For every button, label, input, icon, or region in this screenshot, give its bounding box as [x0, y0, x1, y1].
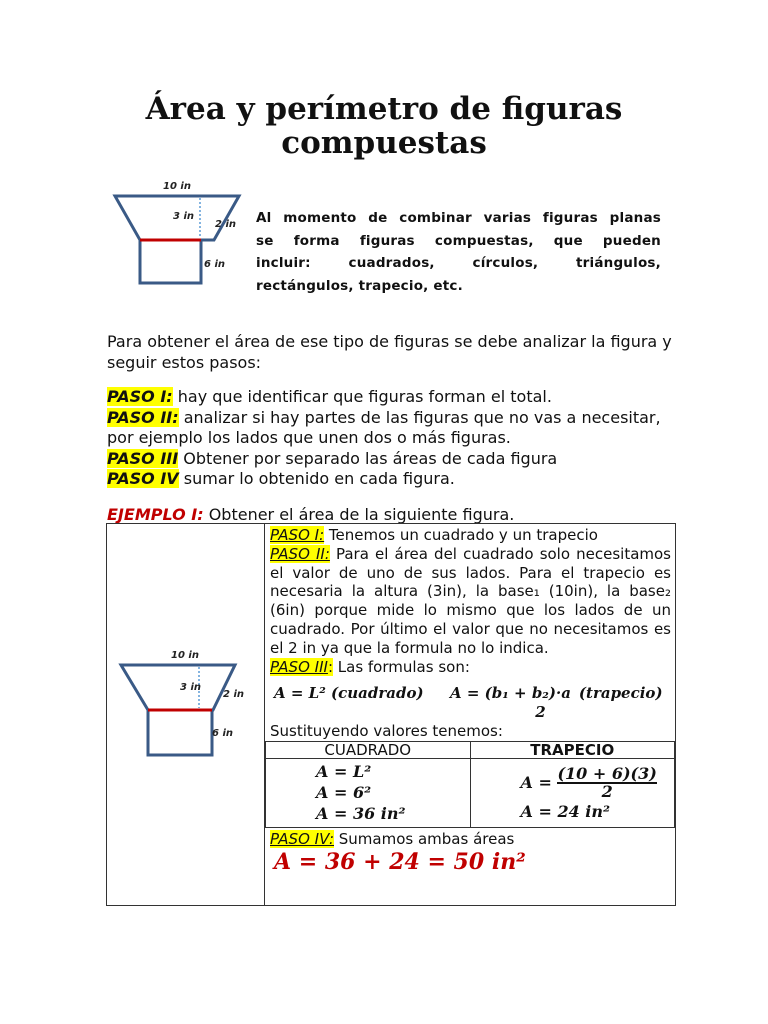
example-step-3-label: PASO III: [270, 657, 328, 676]
formula-trapezoid-name: (trapecio): [578, 684, 663, 703]
example-figure-top-label: 10 in: [171, 650, 199, 661]
instructions-paragraph: Para obtener el área de ese tipo de figuras se debe analizar la figura y seguir estos pasos:: [107, 332, 672, 372]
final-result: [270, 849, 671, 875]
example-trapezoid: [121, 665, 235, 710]
step-item: [107, 387, 677, 408]
intro-line: incluir: cuadrados, círculos, triángulos,: [256, 255, 661, 271]
example-step-2-text: Para el área del cuadrado solo necesitamos el valor de uno de sus lados. Para el trapecio es necesaria la altura (3in), la base₁ (10in), la base₂ (6in) porque mide lo mismo que los lados de un cuadrado. Por último el valor que no necesitamos es el 2 in ya que la formula no lo indica.: [270, 544, 671, 657]
square-calc-line: A = L²: [316, 762, 372, 782]
trapezoid-calc-cell: [470, 759, 675, 828]
step-label: PASO III: [107, 448, 179, 468]
trapezoid-denominator: 2: [601, 782, 613, 802]
intro-line: se forma figuras compuestas, que pueden: [256, 232, 661, 249]
step-text: Obtener por separado las áreas de cada figura: [178, 448, 558, 468]
example-figure-height-label: 3 in: [180, 682, 201, 693]
example-step-1-label: PASO I:: [270, 526, 325, 544]
step-label: PASO I:: [107, 387, 173, 406]
square-calc-line: A = 6²: [316, 783, 372, 803]
trapezoid-numerator: (10 + 6)(3): [557, 764, 657, 784]
example-step-4-label: PASO IV:: [270, 830, 334, 849]
example-square: [148, 710, 212, 755]
figure-top-label: 10 in: [163, 181, 191, 192]
col-header-square: CUADRADO: [266, 742, 471, 759]
figure-square-label: 6 in: [204, 259, 225, 270]
example-step-2-label: PASO II:: [270, 544, 330, 563]
trapezoid-calc: [471, 759, 675, 822]
example-step-1-text: Tenemos un cuadrado y un trapecio: [324, 526, 598, 544]
intro-line: rectángulos, trapecio, etc.: [256, 277, 463, 294]
formula-trapezoid: [450, 684, 571, 722]
page-title: [0, 92, 768, 160]
example-figure-side-label: 2 in: [223, 689, 244, 700]
step-item: [107, 408, 677, 449]
square-calc-line: A = 36 in²: [316, 804, 406, 824]
example-step-1: [270, 526, 671, 545]
example-figure-square-label: 6 in: [212, 728, 233, 739]
calculations-table: [265, 741, 675, 828]
step-text: sumar lo obtenido en cada figura.: [178, 469, 455, 488]
square-calc: [266, 759, 470, 824]
example-step-2: [270, 545, 671, 658]
title-line-2: compuestas: [281, 125, 487, 161]
step-item: [107, 469, 677, 490]
col-header-trapezoid: TRAPECIO: [470, 742, 675, 759]
figure-height-label: 3 in: [173, 211, 194, 222]
step-text: analizar si hay partes de las figuras que no vas a necesitar, por ejemplo los lados que unen dos o más figuras.: [107, 407, 661, 447]
example-steps-cell: [265, 524, 676, 906]
example-text: Obtener el área de la siguiente figura.: [203, 505, 515, 524]
square-calc-cell: [266, 759, 471, 828]
formula-trapezoid-denominator: 2: [535, 703, 546, 722]
example-step-3: [270, 658, 671, 677]
trapezoid-result: A = 24 in²: [520, 802, 611, 822]
example-figure-cell: [107, 524, 265, 906]
composite-figure-example: [107, 642, 264, 882]
example-step-3-colon: :: [327, 657, 333, 676]
title-line-1: Área y perímetro de figuras: [145, 91, 623, 127]
example-table: [106, 523, 676, 906]
intro-line: Al momento de combinar varias figuras planas: [256, 210, 661, 226]
trapezoid-fraction-row: [520, 764, 675, 802]
step-label: PASO II:: [107, 407, 179, 427]
example-label: EJEMPLO I:: [107, 505, 204, 524]
formula-square: A = L² (cuadrado): [274, 684, 424, 703]
intro-text: [256, 207, 661, 297]
composite-figure-top: [108, 176, 248, 291]
trapezoid-fraction: [557, 764, 657, 802]
steps-list: [107, 387, 677, 490]
formula-trapezoid-numerator: A = (b₁ + b₂)·a: [450, 684, 571, 703]
step-text: hay que identificar que figuras forman el total.: [172, 387, 552, 406]
step-item: [107, 449, 677, 470]
example-step-4-text: Sumamos ambas áreas: [334, 830, 515, 849]
substitute-text: Sustituyendo valores tenemos:: [270, 722, 503, 741]
step-label: PASO IV: [107, 469, 179, 488]
example-step-3-text: Las formulas son:: [333, 657, 470, 676]
example-step-4: [270, 828, 671, 849]
example-heading: [107, 505, 514, 525]
figure-side-label: 2 in: [215, 219, 236, 230]
formulas-row: [270, 680, 671, 722]
square-shape: [140, 240, 201, 283]
trapezoid-a-prefix: A =: [520, 772, 558, 792]
final-result-text: A = 36 + 24 = 50 in²: [274, 848, 526, 875]
